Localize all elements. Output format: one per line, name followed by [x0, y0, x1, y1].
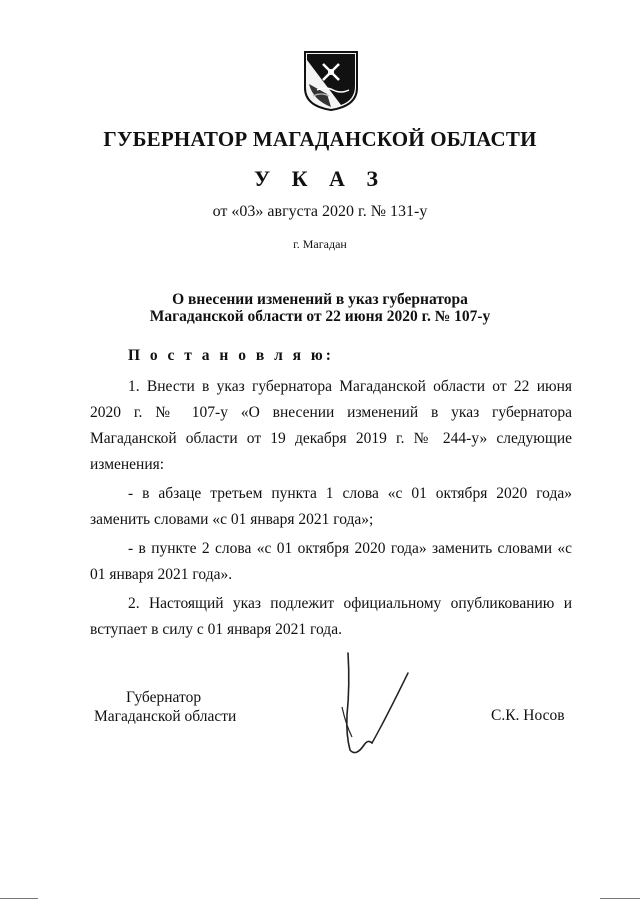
scan-artifact — [600, 898, 640, 899]
coat-of-arms-icon — [303, 50, 359, 112]
document-city: г. Магадан — [293, 237, 347, 251]
body-paragraph: - в абзаце третьем пункта 1 слова «с 01 октября 2020 года» заменить словами «с 01 января 2021 года»; — [90, 485, 572, 528]
document-date-number: от «03» августа 2020 г. № 131-у — [212, 203, 428, 220]
subject-line-1: О внесении изменений в указ губернатора — [172, 291, 468, 308]
issuer-title: ГУБЕРНАТОР МАГАДАНСКОЙ ОБЛАСТИ — [103, 127, 537, 151]
resolve-heading: П о с т а н о в л я ю: — [128, 347, 334, 364]
document-type: У К А З — [253, 166, 387, 191]
signatory-name: С.К. Носов — [491, 707, 565, 724]
subject-line-2: Магаданской области от 22 июня 2020 г. № 107-у — [149, 308, 491, 325]
signatory-position — [94, 688, 236, 726]
document-body — [90, 374, 572, 643]
body-paragraph: 2. Настоящий указ подлежит официальному опубликованию и вступает в силу с 01 января 2021 года. — [90, 595, 572, 638]
position-line-2: Магаданской области — [94, 708, 237, 725]
handwritten-signature — [330, 645, 420, 760]
body-paragraph: - в пункте 2 слова «с 01 октября 2020 года» заменить словами «с 01 января 2021 года». — [90, 540, 572, 583]
document-subject — [0, 291, 640, 325]
body-paragraph: 1. Внести в указ губернатора Магаданской области от 22 июня 2020 г. № 107-у «О внесении изменений в указ губернатора Магаданской области от 19 декабря 2019 г. № 244-у» следующие изменения: — [90, 378, 572, 473]
position-line-1: Губернатор — [126, 689, 202, 706]
scan-artifact — [0, 898, 38, 899]
